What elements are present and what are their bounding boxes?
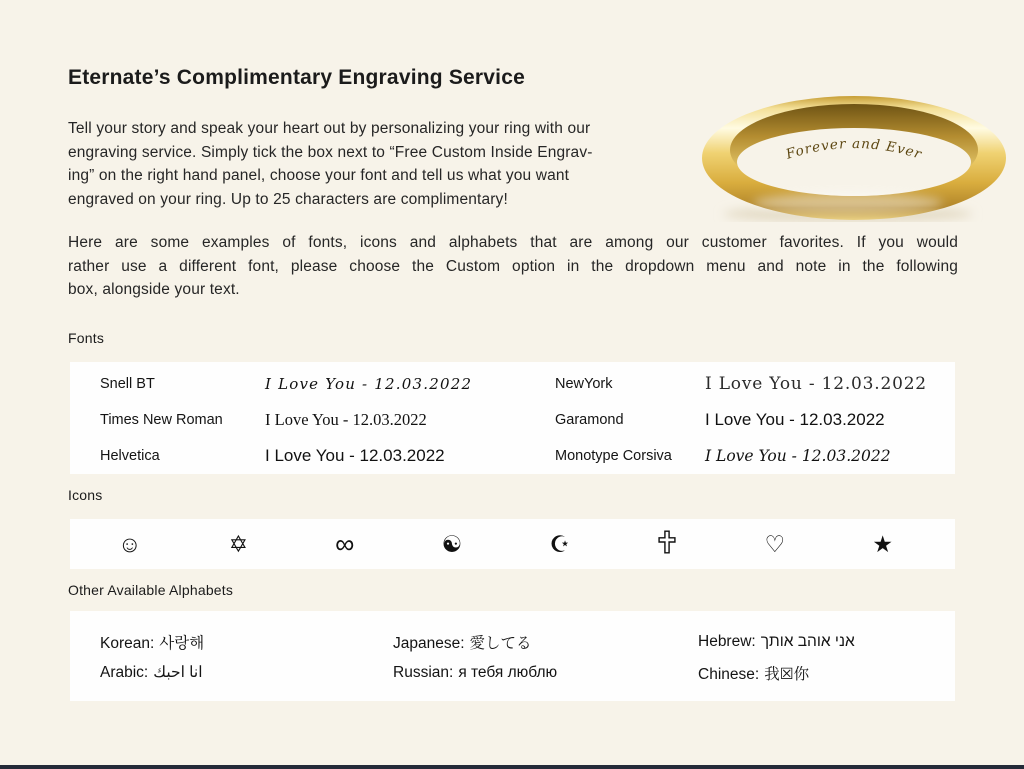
- alphabet-arabic: [100, 663, 393, 682]
- intro-line: Tell your story and speak your heart out by personalizing your ring with our: [68, 120, 591, 137]
- font-sample-monotype-corsiva: I Love You - 12.03.2022: [705, 447, 891, 465]
- intro-line: engraved on your ring. Up to 25 characters are complimentary!: [68, 190, 508, 208]
- font-sample-garamond: I Love You - 12.03.2022: [705, 410, 885, 429]
- alphabet-arabic-label: Arabic:: [100, 664, 149, 681]
- fonts-table: [70, 366, 955, 474]
- latin-cross-icon: [657, 529, 677, 559]
- alphabet-korean-text: 사랑해: [159, 634, 205, 652]
- intro-line: engraving service. Simply tick the box next to “Free Custom Inside Engrav-: [68, 143, 593, 161]
- fonts-panel: [70, 362, 955, 474]
- infinity-icon: ∞: [335, 528, 355, 559]
- font-sample-helvetica: I Love You - 12.03.2022: [265, 446, 445, 465]
- alphabets-panel: [70, 611, 955, 701]
- alphabet-japanese-text: 愛してる: [469, 634, 532, 652]
- alphabet-chinese-text: 我☒你: [764, 665, 810, 683]
- alphabet-japanese-label: Japanese:: [393, 634, 465, 652]
- icons-section-label: Icons: [68, 487, 103, 503]
- heart-outline-icon: ♡: [764, 530, 786, 557]
- font-sample-snell-bt: I Love You - 12.03.2022: [265, 375, 473, 393]
- font-name-snell-bt: Snell BT: [100, 376, 155, 392]
- description-paragraph: [68, 231, 958, 302]
- alphabet-chinese-label: Chinese:: [698, 665, 760, 683]
- alphabet-chinese: [698, 662, 955, 684]
- bottom-border-bar: [0, 765, 1024, 769]
- alphabet-hebrew-label: Hebrew:: [698, 632, 756, 650]
- page-title: Eternate’s Complimentary Engraving Service: [68, 66, 525, 89]
- description-line: rather use a different font, please choose the Custom option in the dropdown menu and note in the following: [68, 257, 958, 275]
- alphabet-hebrew-text: אני אוהב אותך: [760, 632, 855, 650]
- font-name-garamond: Garamond: [555, 412, 624, 428]
- description-line: box, alongside your text.: [68, 281, 240, 299]
- smiley-icon: ☺: [118, 530, 142, 557]
- fonts-section-label: Fonts: [68, 330, 105, 346]
- description-line: Here are some examples of fonts, icons and alphabets that are among our customer favorites. If you would: [68, 234, 958, 251]
- gold-ring-illustration: [698, 90, 1010, 222]
- font-name-newyork: NewYork: [555, 376, 613, 392]
- alphabet-japanese: [393, 631, 698, 653]
- intro-line: ing” on the right hand panel, choose your font and tell us what you want: [68, 167, 570, 185]
- yin-yang-icon: ☯: [441, 530, 463, 557]
- ring-gloss: [753, 193, 943, 213]
- alphabet-russian-label: Russian:: [393, 663, 454, 681]
- font-sample-times-new-roman: I Love You - 12.03.2022: [265, 410, 427, 429]
- alphabet-hebrew: [698, 633, 955, 651]
- alphabet-russian: [393, 664, 698, 682]
- star-solid-icon: ★: [872, 530, 893, 557]
- alphabet-russian-text: я тебя люблю: [458, 663, 558, 681]
- font-name-times-new-roman: Times New Roman: [100, 412, 223, 428]
- intro-paragraph: [68, 117, 698, 211]
- font-name-monotype-corsiva: Monotype Corsiva: [555, 448, 672, 464]
- icons-panel: [70, 519, 955, 569]
- gold-ring-image: [698, 90, 1010, 222]
- alphabet-korean: [100, 631, 393, 653]
- star-of-david-icon: ✡: [228, 530, 248, 557]
- ring-engraving-text: Forever and Ever: [784, 135, 924, 163]
- alphabets-section-label: Other Available Alphabets: [68, 582, 234, 598]
- font-name-helvetica: Helvetica: [100, 448, 160, 464]
- alphabet-korean-label: Korean:: [100, 634, 155, 652]
- font-sample-newyork: I Love You - 12.03.2022: [705, 374, 927, 394]
- star-and-crescent-icon: ☪: [549, 530, 571, 557]
- alphabet-arabic-text: انا احبك: [153, 664, 203, 681]
